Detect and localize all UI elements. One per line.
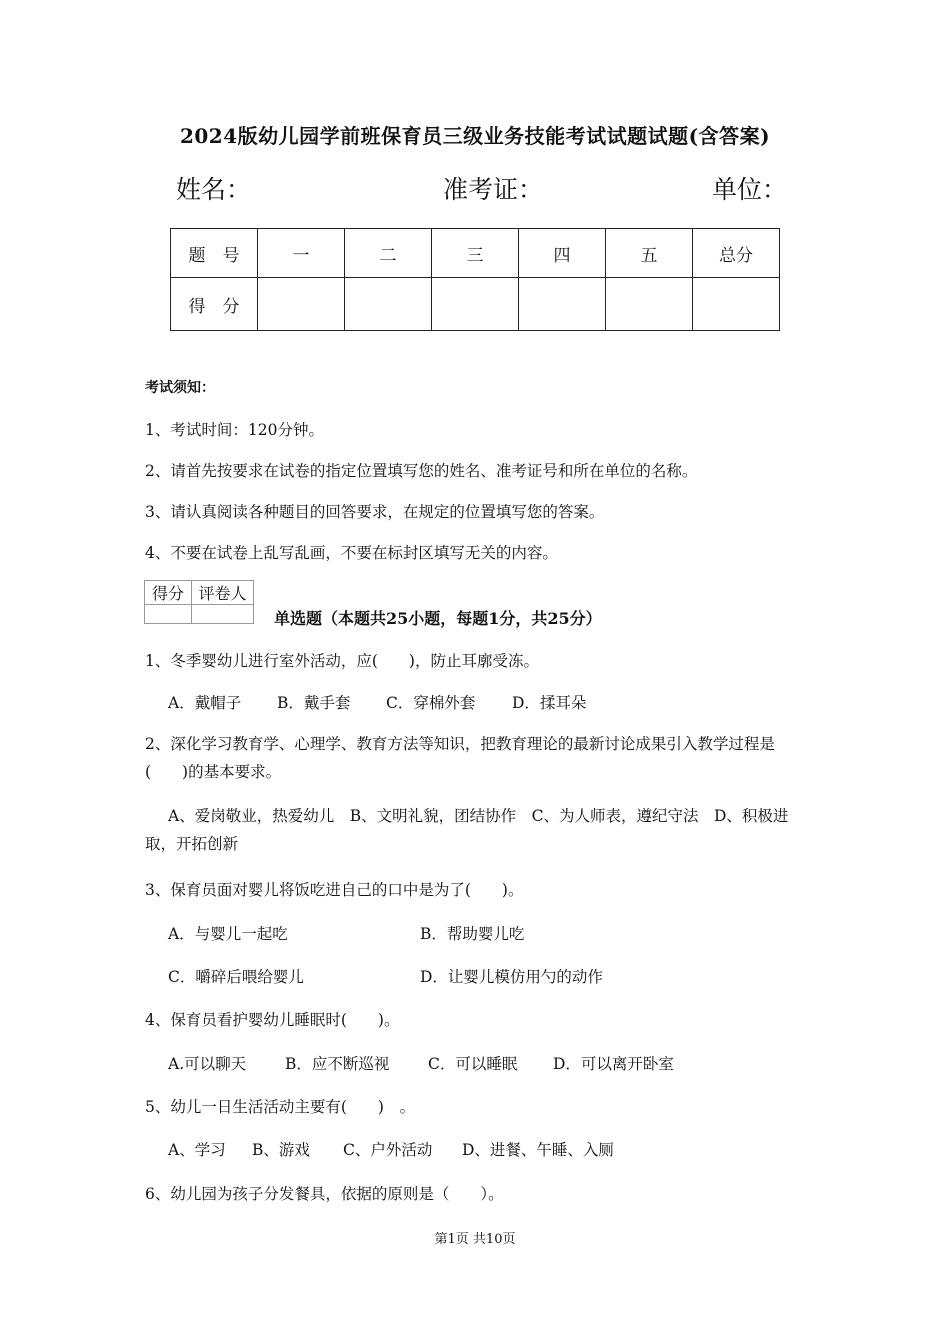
score-table-score-row: [171, 278, 780, 331]
notice-item: 4、不要在试卷上乱写乱画，不要在标封区填写无关的内容。: [145, 544, 558, 562]
score-header-cell: 三: [432, 229, 519, 278]
grader-score-cell: [145, 605, 192, 624]
grader-table: [144, 580, 254, 624]
score-row-label: 得 分: [171, 278, 258, 331]
notice-item: 2、请首先按要求在试卷的指定位置填写您的姓名、准考证号和所在单位的名称。: [145, 462, 698, 480]
option: D．揉耳朵: [512, 694, 587, 712]
grader-score-label: 得分: [145, 581, 192, 605]
option: C．可以睡眠: [428, 1055, 518, 1073]
option: A．与婴儿一起吃: [168, 925, 288, 943]
score-header-cell: 总分: [693, 229, 780, 278]
score-cell: [432, 278, 519, 331]
question-stem: 5、幼儿一日生活活动主要有( ) 。: [145, 1098, 415, 1116]
name-label: 姓名：: [176, 175, 252, 204]
option: C、户外活动: [343, 1141, 433, 1159]
option: B．戴手套: [277, 694, 351, 712]
score-table: [170, 228, 780, 331]
option: A.可以聊天: [168, 1055, 247, 1073]
score-header-cell: 二: [345, 229, 432, 278]
question-stem: 4、保育员看护婴幼儿睡眠时( )。: [145, 1011, 400, 1029]
unit-label: 单位：: [712, 175, 788, 204]
score-header-cell: 一: [258, 229, 345, 278]
score-header-cell: 四: [519, 229, 606, 278]
option: D．让婴儿模仿用勺的动作: [420, 968, 603, 986]
grader-name-label: 评卷人: [192, 581, 254, 605]
question-stem: 2、深化学习教育学、心理学、教育方法等知识，把教育理论的最新讨论成果引入教学过程是( )的基本要求。: [145, 735, 775, 781]
score-cell: [345, 278, 432, 331]
option: A．戴帽子: [168, 694, 242, 712]
page-title: 2024版幼儿园学前班保育员三级业务技能考试试题试题(含答案): [179, 124, 771, 148]
question-options: A、爱岗敬业，热爱幼儿 B、文明礼貌，团结协作 C、为人师表，遵纪守法 D、积极进取，开拓创新: [145, 807, 789, 853]
option: C．嚼碎后喂给婴儿: [168, 968, 304, 986]
page-footer: 第1页 共10页: [434, 1232, 516, 1247]
score-cell: [693, 278, 780, 331]
option: B、游戏: [252, 1141, 310, 1159]
question-stem: 3、保育员面对婴儿将饭吃进自己的口中是为了( )。: [145, 881, 524, 899]
question-stem: 6、幼儿园为孩子分发餐具，依据的原则是（ ）。: [145, 1185, 504, 1203]
option: B．帮助婴儿吃: [420, 925, 525, 943]
score-cell: [606, 278, 693, 331]
score-header-cell: 题 号: [171, 229, 258, 278]
notice-title: 考试须知：: [145, 380, 215, 396]
exam-id-label: 准考证：: [443, 175, 544, 204]
score-table-header-row: [171, 229, 780, 278]
option: B．应不断巡视: [285, 1055, 390, 1073]
notice-item: 3、请认真阅读各种题目的回答要求，在规定的位置填写您的答案。: [145, 503, 605, 521]
question-stem: 1、冬季婴幼儿进行室外活动，应( )，防止耳廓受冻。: [145, 652, 539, 670]
notice-item: 1、考试时间：120分钟。: [145, 421, 324, 439]
option: A、学习: [168, 1141, 226, 1159]
score-cell: [519, 278, 606, 331]
option: C．穿棉外套: [386, 694, 476, 712]
score-header-cell: 五: [606, 229, 693, 278]
section-title: 单选题（本题共25小题，每题1分，共25分）: [274, 609, 602, 628]
score-cell: [258, 278, 345, 331]
option: D、进餐、午睡、入厕: [462, 1141, 614, 1159]
grader-name-cell: [192, 605, 254, 624]
option: D．可以离开卧室: [553, 1055, 674, 1073]
